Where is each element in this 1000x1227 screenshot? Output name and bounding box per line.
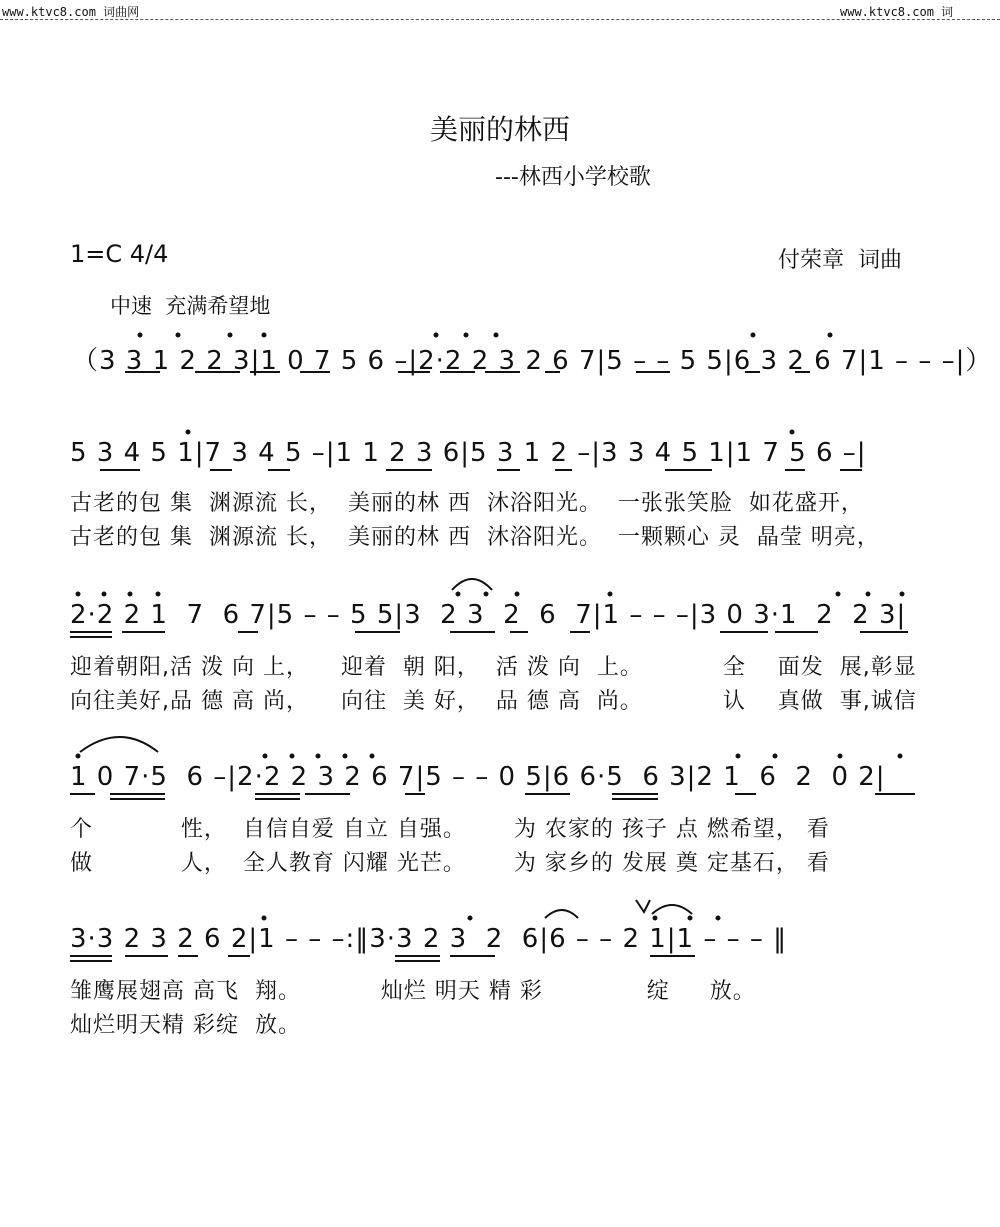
octave-dot [370,754,374,758]
octave-dot [76,592,80,596]
song-title: 美丽的林西 [429,113,570,146]
tempo-marking: 中速 充满希望地 [110,294,271,318]
lyrics-line-2-verse-1: 迎着朝阳,活 泼 向 上， 迎着 朝 阳， 活 泼 向 上。 全 面发 展,彰显 [70,655,917,680]
verse-notes-line-3: 1 0 7·5 6 –|2·2 2 3 2 6 7|5 – – 0 5|6 6·5 6 3|2 1 6 2 0 2| [70,762,886,792]
verse-notes-line-1: 5 3 4 5 1|7 3 4 5 –|1 1 2 3 6|5 3 1 2 –|3 3 4 5 1|1 7 5 6 –| [70,438,867,468]
lyrics-line-3-verse-1: 个 性， 自信自爱 自立 自强。 为 农家的 孩子 点 燃希望， 看 [70,817,830,842]
octave-dot [751,333,755,337]
verse-notes-line-4: 3·3 2 3 2 6 2|1 – – –:‖3·3 2 3 2 6|6 – – 2 1|1 – – – ‖ [70,924,788,954]
octave-dot [790,430,794,434]
octave-dot [138,333,142,337]
octave-dot [688,916,692,920]
octave-dot [316,754,320,758]
slur-arc [652,905,692,914]
octave-dot [464,333,468,337]
lyrics-line-1-verse-2: 古老的包 集 渊源流 长， 美丽的林 西 沐浴阳光。 一颗颗心 灵 晶莹 明亮， [70,525,880,550]
breath-mark [636,900,650,912]
song-subtitle: ---林西小学校歌 [495,165,651,190]
lyrics-line-2-verse-2: 向往美好,品 德 高 尚， 向往 美 好， 品 德 高 尚。 认 真做 事,诚信 [70,689,917,714]
slur-arc [545,910,578,918]
octave-dot [866,592,870,596]
octave-dot [262,333,266,337]
octave-dot [102,592,106,596]
octave-dot [838,754,842,758]
lyrics-line-1-verse-1: 古老的包 集 渊源流 长， 美丽的林 西 沐浴阳光。 一张张笑脸 如花盛开， [70,491,864,516]
octave-dot [515,592,519,596]
octave-dot [716,916,720,920]
lyrics-line-4-verse-2: 灿烂明天精 彩绽 放。 [70,1013,301,1038]
key-signature: 1=C 4/4 [70,240,169,268]
octave-dot [898,754,902,758]
octave-dot [156,592,160,596]
lyrics-line-3-verse-2: 做 人， 全人教育 闪耀 光芒。 为 家乡的 发展 奠 定基石， 看 [70,851,830,876]
octave-dot [434,333,438,337]
octave-dot [456,592,460,596]
octave-dot [773,754,777,758]
octave-dot [262,916,266,920]
octave-dot [176,333,180,337]
octave-dot [494,333,498,337]
octave-dot [484,592,488,596]
composer-credit: 付荣章 词曲 [778,248,902,273]
octave-dot [76,754,80,758]
octave-dot [836,592,840,596]
slur-arc [452,579,492,590]
octave-dot [128,592,132,596]
octave-dot [828,333,832,337]
octave-dot [263,754,267,758]
slur-arc [80,737,158,752]
octave-dot [653,916,657,920]
lyrics-line-4-verse-1: 雏鹰展翅高 高飞 翔。 灿烂 明天 精 彩 绽 放。 [70,979,756,1004]
octave-dot [608,592,612,596]
octave-dot [468,916,472,920]
verse-notes-line-2: 2·2 2 1 7 6 7|5 – – 5 5|3 2 3 2 6 7|1 – – –|3 0 3·1 2 2 3| [70,600,907,630]
site-watermark-right: www.ktvc8.com 词 [840,5,954,19]
octave-dot [900,592,904,596]
octave-dot [290,754,294,758]
octave-dot [736,754,740,758]
octave-dot [186,430,190,434]
octave-dot [343,754,347,758]
octave-dot [228,333,232,337]
intro-notes: （3 3 1 2 2 3|1 0 7 5 6 –|2·2 2 3 2 6 7|5 – – 5 5|6 3 2 6 7|1 – – –|） [72,346,993,376]
site-watermark-left: www.ktvc8.com 词曲网 [2,5,140,19]
